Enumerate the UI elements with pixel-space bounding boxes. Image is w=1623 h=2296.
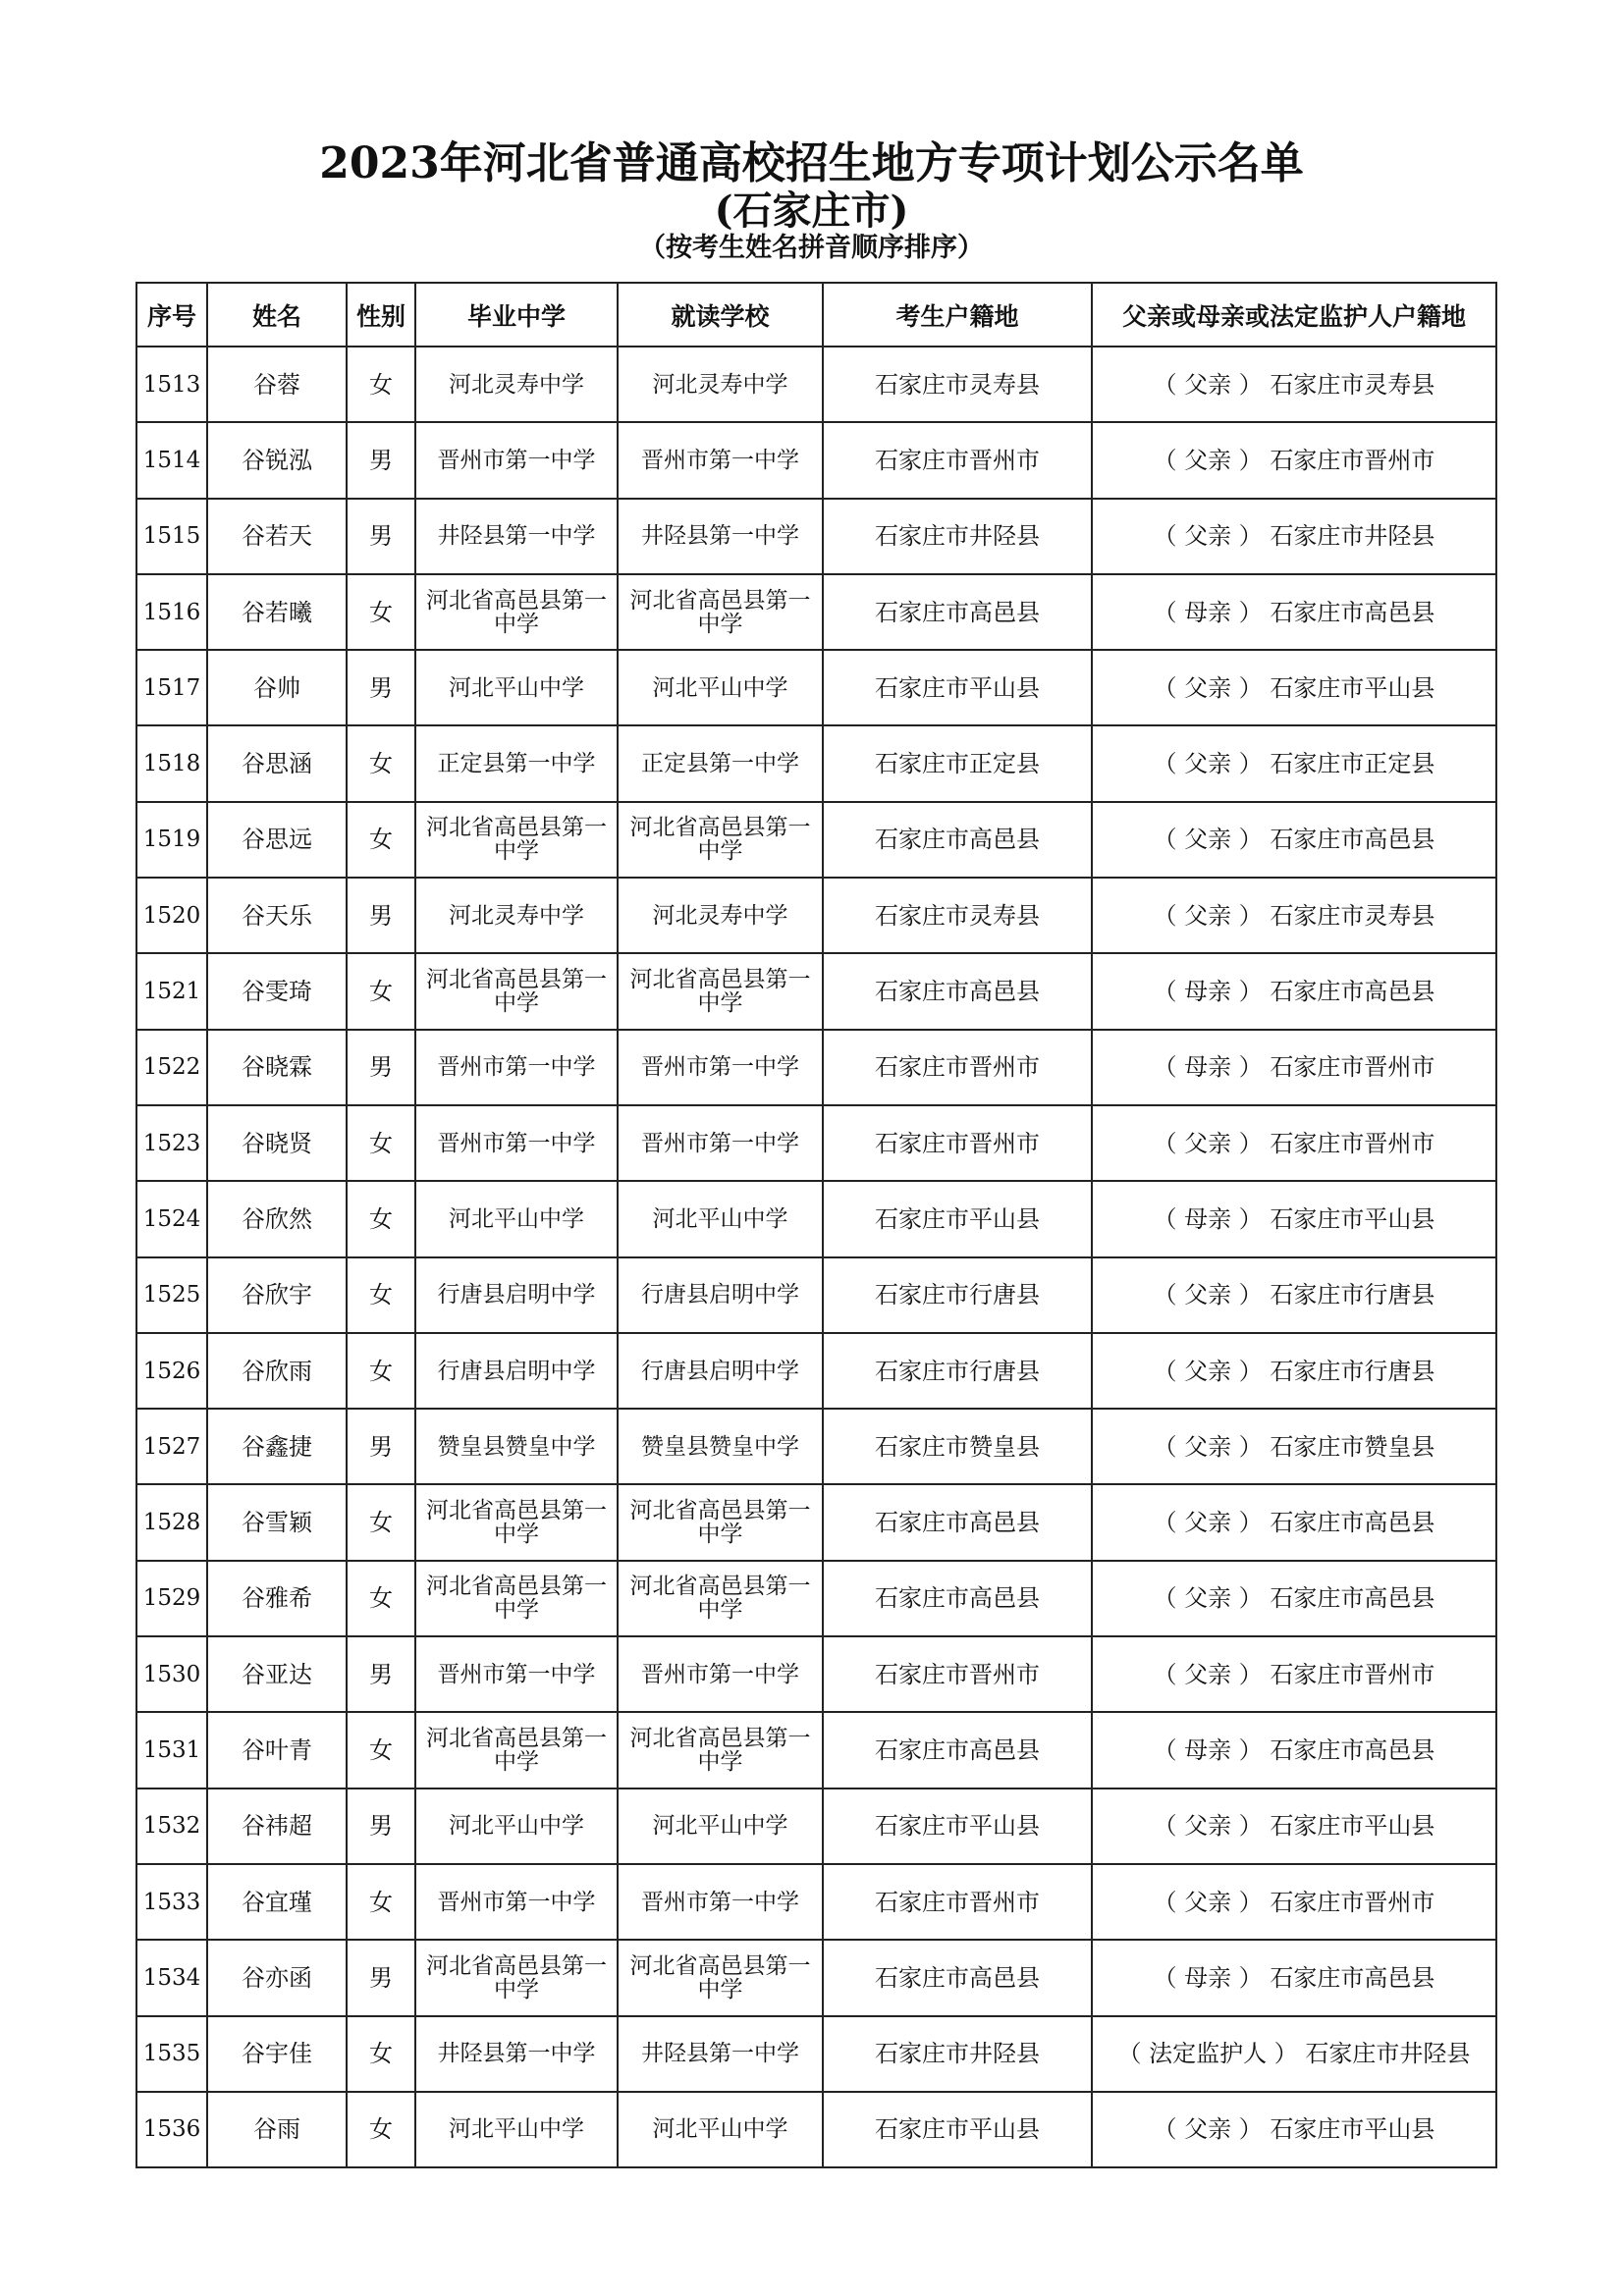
cell-guardian: （ 父亲 ） 石家庄市平山县 <box>1092 1789 1496 1864</box>
col-header-grad-school: 毕业中学 <box>415 283 618 347</box>
cell-number: 1517 <box>136 650 207 725</box>
cell-gender: 女 <box>347 1864 415 1940</box>
col-header-hukou: 考生户籍地 <box>823 283 1092 347</box>
table-row <box>136 725 1496 801</box>
cell-grad-school: 赞皇县赞皇中学 <box>415 1409 618 1484</box>
cell-gender: 男 <box>347 1940 415 2015</box>
cell-hukou: 石家庄市平山县 <box>823 650 1092 725</box>
cell-grad-school: 河北省高邑县第一中学 <box>415 1712 618 1788</box>
cell-hukou: 石家庄市高邑县 <box>823 1561 1092 1636</box>
cell-gender: 女 <box>347 953 415 1029</box>
cell-number: 1516 <box>136 574 207 650</box>
cell-guardian: （ 母亲 ） 石家庄市平山县 <box>1092 1181 1496 1256</box>
cell-name: 谷欣宇 <box>207 1257 347 1333</box>
cell-study-school: 正定县第一中学 <box>618 725 823 801</box>
cell-hukou: 石家庄市平山县 <box>823 1181 1092 1256</box>
cell-guardian: （ 父亲 ） 石家庄市赞皇县 <box>1092 1409 1496 1484</box>
cell-guardian: （ 父亲 ） 石家庄市行唐县 <box>1092 1333 1496 1409</box>
cell-number: 1533 <box>136 1864 207 1940</box>
cell-study-school: 河北省高邑县第一中学 <box>618 574 823 650</box>
cell-guardian: （ 父亲 ） 石家庄市晋州市 <box>1092 1105 1496 1181</box>
table-row <box>136 1257 1496 1333</box>
cell-name: 谷思涵 <box>207 725 347 801</box>
cell-study-school: 河北省高邑县第一中学 <box>618 802 823 878</box>
table-row <box>136 1409 1496 1484</box>
cell-grad-school: 河北省高邑县第一中学 <box>415 802 618 878</box>
cell-number: 1523 <box>136 1105 207 1181</box>
page-title: 2023年河北省普通高校招生地方专项计划公示名单 <box>319 138 1304 188</box>
cell-study-school: 行唐县启明中学 <box>618 1257 823 1333</box>
cell-name: 谷宇佳 <box>207 2016 347 2092</box>
table-body <box>136 347 1496 2167</box>
cell-study-school: 河北省高邑县第一中学 <box>618 1712 823 1788</box>
table-row <box>136 802 1496 878</box>
cell-guardian: （ 母亲 ） 石家庄市高邑县 <box>1092 953 1496 1029</box>
cell-study-school: 河北省高邑县第一中学 <box>618 953 823 1029</box>
cell-gender: 女 <box>347 347 415 422</box>
cell-gender: 女 <box>347 1484 415 1560</box>
cell-name: 谷祎超 <box>207 1789 347 1864</box>
cell-guardian: （ 父亲 ） 石家庄市晋州市 <box>1092 1636 1496 1712</box>
cell-name: 谷亦函 <box>207 1940 347 2015</box>
cell-study-school: 井陉县第一中学 <box>618 2016 823 2092</box>
cell-study-school: 赞皇县赞皇中学 <box>618 1409 823 1484</box>
col-header-number: 序号 <box>136 283 207 347</box>
cell-grad-school: 河北省高邑县第一中学 <box>415 953 618 1029</box>
cell-gender: 女 <box>347 1257 415 1333</box>
cell-gender: 男 <box>347 1789 415 1864</box>
cell-hukou: 石家庄市晋州市 <box>823 1105 1092 1181</box>
col-header-study-school: 就读学校 <box>618 283 823 347</box>
cell-grad-school: 井陉县第一中学 <box>415 2016 618 2092</box>
cell-study-school: 晋州市第一中学 <box>618 1636 823 1712</box>
cell-gender: 男 <box>347 1409 415 1484</box>
cell-grad-school: 河北平山中学 <box>415 650 618 725</box>
cell-gender: 男 <box>347 1030 415 1105</box>
cell-name: 谷雪颖 <box>207 1484 347 1560</box>
cell-study-school: 井陉县第一中学 <box>618 499 823 574</box>
cell-study-school: 河北平山中学 <box>618 2092 823 2167</box>
cell-name: 谷锐泓 <box>207 422 347 498</box>
cell-grad-school: 晋州市第一中学 <box>415 1864 618 1940</box>
cell-name: 谷鑫捷 <box>207 1409 347 1484</box>
cell-grad-school: 行唐县启明中学 <box>415 1257 618 1333</box>
table-row <box>136 1712 1496 1788</box>
cell-name: 谷叶青 <box>207 1712 347 1788</box>
cell-gender: 女 <box>347 1712 415 1788</box>
cell-number: 1518 <box>136 725 207 801</box>
cell-number: 1529 <box>136 1561 207 1636</box>
table-row <box>136 650 1496 725</box>
cell-study-school: 河北省高邑县第一中学 <box>618 1484 823 1560</box>
cell-name: 谷若天 <box>207 499 347 574</box>
cell-guardian: （ 父亲 ） 石家庄市高邑县 <box>1092 1561 1496 1636</box>
cell-hukou: 石家庄市正定县 <box>823 725 1092 801</box>
cell-grad-school: 河北平山中学 <box>415 1789 618 1864</box>
cell-grad-school: 河北省高邑县第一中学 <box>415 574 618 650</box>
page-subtitle: (石家庄市) <box>714 187 909 234</box>
cell-name: 谷蓉 <box>207 347 347 422</box>
sort-note: （按考生姓名拼音顺序排序） <box>639 233 984 263</box>
table-row <box>136 1333 1496 1409</box>
table-row <box>136 878 1496 953</box>
cell-number: 1530 <box>136 1636 207 1712</box>
cell-gender: 男 <box>347 499 415 574</box>
cell-study-school: 河北平山中学 <box>618 650 823 725</box>
cell-name: 谷晓贤 <box>207 1105 347 1181</box>
cell-grad-school: 晋州市第一中学 <box>415 1636 618 1712</box>
cell-name: 谷思远 <box>207 802 347 878</box>
cell-gender: 女 <box>347 1181 415 1256</box>
cell-number: 1519 <box>136 802 207 878</box>
table-row <box>136 1561 1496 1636</box>
cell-grad-school: 河北平山中学 <box>415 2092 618 2167</box>
cell-guardian: （ 母亲 ） 石家庄市高邑县 <box>1092 1940 1496 2015</box>
cell-hukou: 石家庄市晋州市 <box>823 1864 1092 1940</box>
cell-name: 谷雯琦 <box>207 953 347 1029</box>
table-row <box>136 1105 1496 1181</box>
cell-guardian: （ 父亲 ） 石家庄市晋州市 <box>1092 1864 1496 1940</box>
cell-gender: 女 <box>347 1561 415 1636</box>
cell-guardian: （ 父亲 ） 石家庄市行唐县 <box>1092 1257 1496 1333</box>
table-row <box>136 574 1496 650</box>
cell-gender: 女 <box>347 1105 415 1181</box>
cell-grad-school: 河北灵寿中学 <box>415 878 618 953</box>
cell-guardian: （ 父亲 ） 石家庄市灵寿县 <box>1092 347 1496 422</box>
cell-hukou: 石家庄市行唐县 <box>823 1257 1092 1333</box>
cell-name: 谷雨 <box>207 2092 347 2167</box>
table-header-row <box>136 283 1496 347</box>
cell-number: 1515 <box>136 499 207 574</box>
cell-number: 1514 <box>136 422 207 498</box>
cell-hukou: 石家庄市高邑县 <box>823 802 1092 878</box>
table-row <box>136 1181 1496 1256</box>
cell-number: 1532 <box>136 1789 207 1864</box>
cell-study-school: 河北灵寿中学 <box>618 878 823 953</box>
cell-gender: 女 <box>347 574 415 650</box>
cell-name: 谷欣然 <box>207 1181 347 1256</box>
cell-name: 谷宜瑾 <box>207 1864 347 1940</box>
cell-study-school: 河北省高邑县第一中学 <box>618 1940 823 2015</box>
cell-hukou: 石家庄市行唐县 <box>823 1333 1092 1409</box>
cell-name: 谷亚达 <box>207 1636 347 1712</box>
cell-number: 1531 <box>136 1712 207 1788</box>
cell-hukou: 石家庄市井陉县 <box>823 2016 1092 2092</box>
cell-gender: 女 <box>347 725 415 801</box>
cell-guardian: （ 母亲 ） 石家庄市高邑县 <box>1092 574 1496 650</box>
cell-guardian: （ 父亲 ） 石家庄市灵寿县 <box>1092 878 1496 953</box>
cell-guardian: （ 父亲 ） 石家庄市高邑县 <box>1092 1484 1496 1560</box>
cell-guardian: （ 父亲 ） 石家庄市正定县 <box>1092 725 1496 801</box>
table-row <box>136 1030 1496 1105</box>
cell-name: 谷晓霖 <box>207 1030 347 1105</box>
cell-number: 1527 <box>136 1409 207 1484</box>
cell-gender: 男 <box>347 878 415 953</box>
cell-study-school: 晋州市第一中学 <box>618 1864 823 1940</box>
cell-study-school: 行唐县启明中学 <box>618 1333 823 1409</box>
col-header-name: 姓名 <box>207 283 347 347</box>
cell-hukou: 石家庄市晋州市 <box>823 422 1092 498</box>
cell-grad-school: 河北平山中学 <box>415 1181 618 1256</box>
col-header-guardian: 父亲或母亲或法定监护人户籍地 <box>1092 283 1496 347</box>
table-row <box>136 1864 1496 1940</box>
cell-grad-school: 晋州市第一中学 <box>415 1105 618 1181</box>
cell-name: 谷帅 <box>207 650 347 725</box>
cell-grad-school: 晋州市第一中学 <box>415 1030 618 1105</box>
cell-number: 1525 <box>136 1257 207 1333</box>
table-row <box>136 2092 1496 2167</box>
cell-study-school: 河北平山中学 <box>618 1789 823 1864</box>
cell-number: 1526 <box>136 1333 207 1409</box>
cell-hukou: 石家庄市井陉县 <box>823 499 1092 574</box>
cell-guardian: （ 父亲 ） 石家庄市晋州市 <box>1092 422 1496 498</box>
cell-name: 谷欣雨 <box>207 1333 347 1409</box>
cell-study-school: 晋州市第一中学 <box>618 1030 823 1105</box>
table-row <box>136 1940 1496 2015</box>
cell-study-school: 河北灵寿中学 <box>618 347 823 422</box>
cell-hukou: 石家庄市灵寿县 <box>823 878 1092 953</box>
cell-study-school: 河北省高邑县第一中学 <box>618 1561 823 1636</box>
cell-hukou: 石家庄市赞皇县 <box>823 1409 1092 1484</box>
cell-name: 谷雅希 <box>207 1561 347 1636</box>
cell-guardian: （ 法定监护人 ） 石家庄市井陉县 <box>1092 2016 1496 2092</box>
cell-gender: 男 <box>347 422 415 498</box>
table-row <box>136 1789 1496 1864</box>
cell-hukou: 石家庄市晋州市 <box>823 1030 1092 1105</box>
cell-grad-school: 河北省高邑县第一中学 <box>415 1561 618 1636</box>
cell-hukou: 石家庄市高邑县 <box>823 1484 1092 1560</box>
cell-hukou: 石家庄市高邑县 <box>823 953 1092 1029</box>
cell-number: 1528 <box>136 1484 207 1560</box>
cell-hukou: 石家庄市平山县 <box>823 1789 1092 1864</box>
roster-table <box>135 282 1497 2168</box>
cell-study-school: 晋州市第一中学 <box>618 422 823 498</box>
cell-study-school: 晋州市第一中学 <box>618 1105 823 1181</box>
cell-guardian: （ 父亲 ） 石家庄市高邑县 <box>1092 802 1496 878</box>
table-row <box>136 499 1496 574</box>
cell-grad-school: 河北灵寿中学 <box>415 347 618 422</box>
cell-grad-school: 河北省高邑县第一中学 <box>415 1940 618 2015</box>
cell-guardian: （ 母亲 ） 石家庄市高邑县 <box>1092 1712 1496 1788</box>
cell-grad-school: 河北省高邑县第一中学 <box>415 1484 618 1560</box>
table-row <box>136 422 1496 498</box>
cell-gender: 男 <box>347 1636 415 1712</box>
cell-hukou: 石家庄市高邑县 <box>823 574 1092 650</box>
table-row <box>136 1636 1496 1712</box>
cell-hukou: 石家庄市晋州市 <box>823 1636 1092 1712</box>
cell-name: 谷若曦 <box>207 574 347 650</box>
cell-guardian: （ 母亲 ） 石家庄市晋州市 <box>1092 1030 1496 1105</box>
cell-number: 1535 <box>136 2016 207 2092</box>
cell-guardian: （ 父亲 ） 石家庄市井陉县 <box>1092 499 1496 574</box>
table-row <box>136 1484 1496 1560</box>
cell-hukou: 石家庄市高邑县 <box>823 1712 1092 1788</box>
cell-number: 1524 <box>136 1181 207 1256</box>
cell-grad-school: 晋州市第一中学 <box>415 422 618 498</box>
cell-number: 1536 <box>136 2092 207 2167</box>
cell-grad-school: 正定县第一中学 <box>415 725 618 801</box>
cell-gender: 女 <box>347 2092 415 2167</box>
cell-hukou: 石家庄市平山县 <box>823 2092 1092 2167</box>
cell-number: 1520 <box>136 878 207 953</box>
cell-gender: 男 <box>347 650 415 725</box>
cell-hukou: 石家庄市灵寿县 <box>823 347 1092 422</box>
cell-gender: 女 <box>347 1333 415 1409</box>
cell-gender: 女 <box>347 802 415 878</box>
cell-study-school: 河北平山中学 <box>618 1181 823 1256</box>
table-row <box>136 953 1496 1029</box>
cell-guardian: （ 父亲 ） 石家庄市平山县 <box>1092 2092 1496 2167</box>
cell-number: 1521 <box>136 953 207 1029</box>
cell-guardian: （ 父亲 ） 石家庄市平山县 <box>1092 650 1496 725</box>
cell-grad-school: 行唐县启明中学 <box>415 1333 618 1409</box>
cell-number: 1513 <box>136 347 207 422</box>
cell-name: 谷天乐 <box>207 878 347 953</box>
table-row <box>136 2016 1496 2092</box>
cell-grad-school: 井陉县第一中学 <box>415 499 618 574</box>
cell-gender: 女 <box>347 2016 415 2092</box>
cell-hukou: 石家庄市高邑县 <box>823 1940 1092 2015</box>
col-header-gender: 性别 <box>347 283 415 347</box>
cell-number: 1522 <box>136 1030 207 1105</box>
cell-number: 1534 <box>136 1940 207 2015</box>
table-row <box>136 347 1496 422</box>
